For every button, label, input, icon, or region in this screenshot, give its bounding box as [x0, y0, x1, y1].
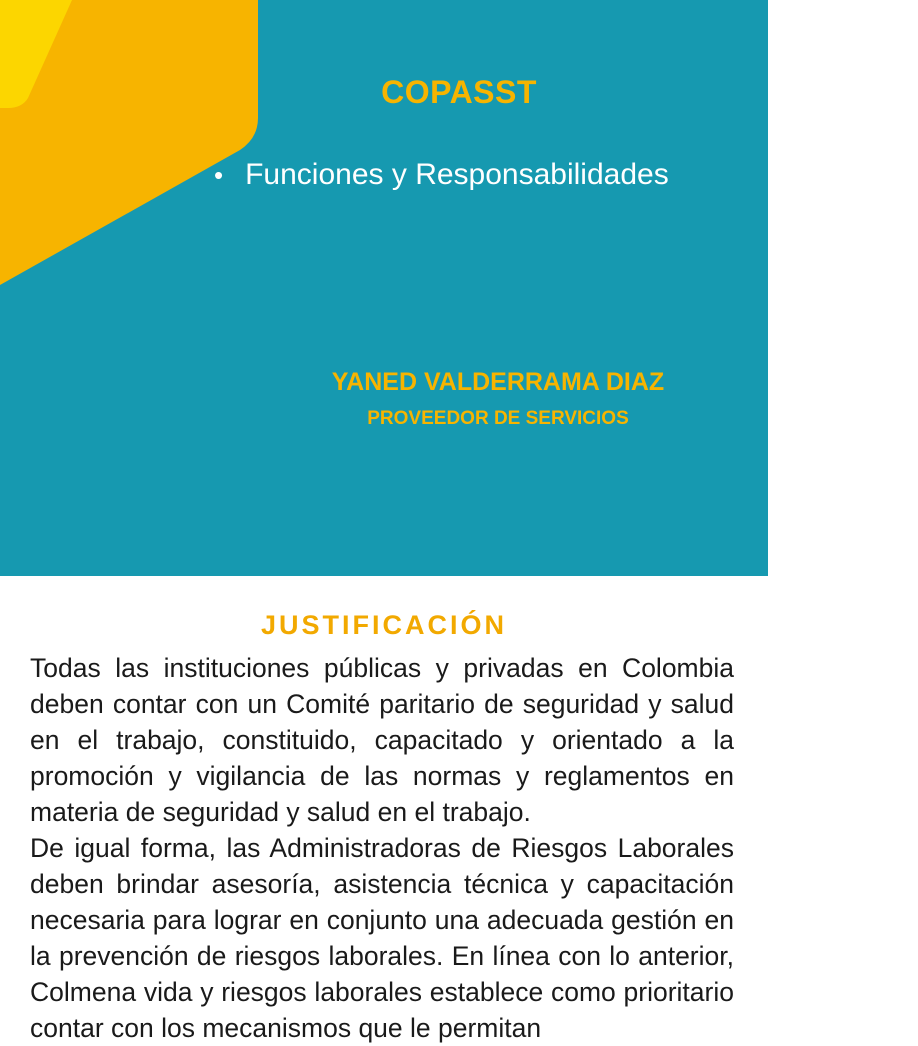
- content-slide: [0, 576, 768, 1043]
- bullet-icon: •: [214, 160, 224, 190]
- bullet-text: Funciones y Responsabilidades: [245, 158, 669, 191]
- title-slide: [0, 0, 768, 576]
- bullet-item: [214, 158, 669, 192]
- paragraph: Todas las instituciones públicas y privadas en Colombia deben contar con un Comité paritario de seguridad y salud en el trabajo, constituido, capacitado y orientado a la promoción y vigilancia de las normas y reglamentos en materia de seguridad y salud en el trabajo.: [30, 653, 734, 827]
- slide-title: COPASST: [381, 74, 537, 110]
- paragraph: De igual forma, las Administradoras de Riesgos Laborales deben brindar asesoría, asistencia técnica y capacitación necesaria para lograr en conjunto una adecuada gestión en la prevención de riesgos laborales. En línea con lo anterior, Colmena vida y riesgos laborales establece como prioritario contar con los mecanismos que le permitan: [30, 833, 734, 1043]
- body-text: [30, 650, 734, 1046]
- author-name: YANED VALDERRAMA DIAZ: [331, 368, 665, 396]
- section-heading: JUSTIFICACIÓN: [260, 610, 507, 640]
- author-role: PROVEEDOR DE SERVICIOS: [367, 408, 629, 429]
